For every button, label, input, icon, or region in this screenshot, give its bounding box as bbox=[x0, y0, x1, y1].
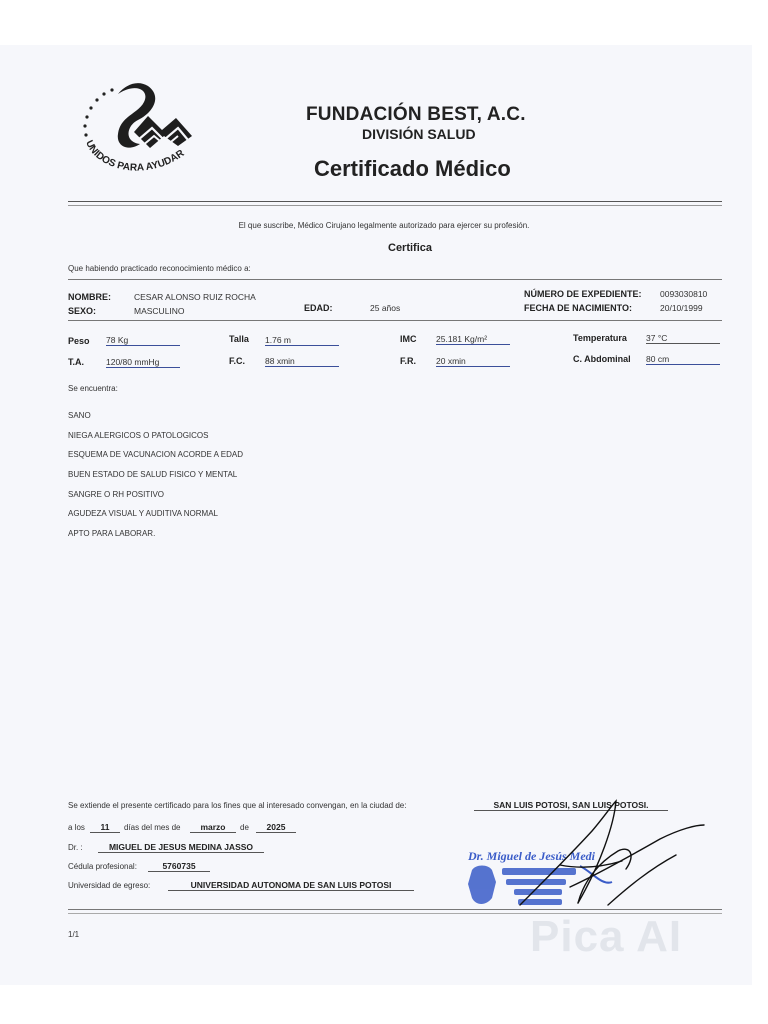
ciudad-value: SAN LUIS POTOSI, SAN LUIS POTOSI. bbox=[474, 800, 668, 811]
se-encuentra-label: Se encuentra: bbox=[68, 384, 118, 393]
logo-text: UNIDOS PARA AYUDAR bbox=[83, 138, 187, 174]
extiende-text: Se extiende el presente certificado para los fines que al interesado convengan, en la ciudad de: bbox=[68, 801, 407, 810]
sexo-label: SEXO: bbox=[68, 306, 97, 316]
doctor-name: MIGUEL DE JESUS MEDINA JASSO bbox=[98, 842, 264, 853]
birth-date: 20/10/1999 bbox=[660, 303, 703, 313]
stamp-doctor-name: Dr. Miguel de Jesús Medi bbox=[468, 849, 596, 863]
finding-item: BUEN ESTADO DE SALUD FISICO Y MENTAL bbox=[68, 470, 238, 479]
dias-del-mes-text: días del mes de bbox=[124, 823, 181, 832]
fr-label: F.R. bbox=[400, 356, 417, 366]
ta-label: T.A. bbox=[68, 357, 85, 367]
header-divider bbox=[68, 201, 722, 202]
peso-value: 78 Kg bbox=[106, 335, 180, 346]
ta-value: 120/80 mmHg bbox=[106, 357, 180, 368]
universidad-label: Universidad de egreso: bbox=[68, 881, 151, 890]
temperatura-label: Temperatura bbox=[573, 333, 627, 343]
anio-value: 2025 bbox=[256, 822, 296, 833]
temperatura-value: 37 °C bbox=[646, 333, 720, 344]
cedula-label: Cédula profesional: bbox=[68, 862, 137, 871]
dr-label: Dr. : bbox=[68, 843, 83, 852]
finding-item: AGUDEZA VISUAL Y AUDITIVA NORMAL bbox=[68, 509, 218, 518]
expediente-label: NÚMERO DE EXPEDIENTE: bbox=[524, 289, 642, 299]
certifica-heading: Certifica bbox=[388, 242, 433, 254]
patient-sex: MASCULINO bbox=[134, 306, 185, 316]
talla-label: Talla bbox=[229, 334, 249, 344]
patient-top-rule bbox=[68, 279, 722, 280]
watermark: Pica AI bbox=[530, 912, 683, 961]
intro-text: El que suscribe, Médico Cirujano legalmente autorizado para ejercer su profesión. bbox=[238, 221, 530, 230]
universidad-value: UNIVERSIDAD AUTONOMA DE SAN LUIS POTOSI bbox=[168, 880, 414, 891]
fundacion-logo bbox=[78, 80, 208, 190]
peso-label: Peso bbox=[68, 336, 90, 346]
doctor-signature bbox=[500, 795, 710, 920]
patient-bottom-rule bbox=[68, 320, 722, 321]
abdominal-label: C. Abdominal bbox=[573, 354, 631, 364]
fc-value: 88 xmin bbox=[265, 356, 339, 367]
edad-label: EDAD: bbox=[304, 303, 333, 313]
imc-label: IMC bbox=[400, 334, 417, 344]
organization-division: DIVISIÓN SALUD bbox=[362, 126, 476, 142]
finding-item: ESQUEMA DE VACUNACION ACORDE A EDAD bbox=[68, 450, 244, 459]
finding-item: SANO bbox=[68, 411, 91, 420]
nombre-label: NOMBRE: bbox=[68, 292, 111, 302]
fc-label: F.C. bbox=[229, 356, 246, 366]
talla-value: 1.76 m bbox=[265, 335, 339, 346]
document-title: Certificado Médico bbox=[314, 156, 511, 181]
recognition-text: Que habiendo practicado reconocimiento médico a: bbox=[68, 264, 251, 273]
page-number: 1/1 bbox=[68, 930, 80, 939]
organization-name: FUNDACIÓN BEST, A.C. bbox=[306, 104, 526, 125]
cedula-value: 5760735 bbox=[148, 861, 210, 872]
finding-item: SANGRE O RH POSITIVO bbox=[68, 490, 165, 499]
mes-value: marzo bbox=[190, 822, 236, 833]
nacimiento-label: FECHA DE NACIMIENTO: bbox=[524, 303, 632, 313]
finding-item: NIEGA ALERGICOS O PATOLOGICOS bbox=[68, 431, 209, 440]
patient-age: 25 años bbox=[370, 303, 401, 313]
abdominal-value: 80 cm bbox=[646, 354, 720, 365]
imc-value: 25.181 Kg/m² bbox=[436, 334, 510, 345]
dia-value: 11 bbox=[90, 822, 120, 833]
header-divider-2 bbox=[68, 205, 722, 206]
expediente-number: 0093030810 bbox=[660, 289, 708, 299]
a-los-text: a los bbox=[68, 823, 85, 832]
patient-name: CESAR ALONSO RUIZ ROCHA bbox=[134, 292, 256, 302]
de-text: de bbox=[240, 823, 249, 832]
fr-value: 20 xmin bbox=[436, 356, 510, 367]
finding-item: APTO PARA LABORAR. bbox=[68, 529, 156, 538]
